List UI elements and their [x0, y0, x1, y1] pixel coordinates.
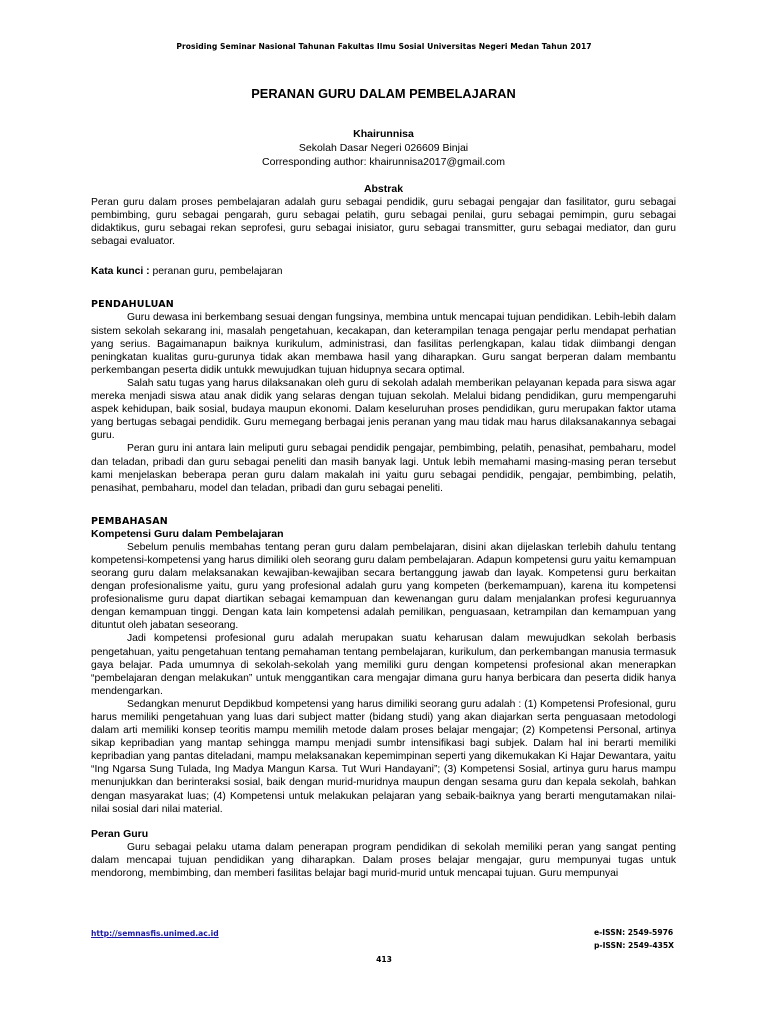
corresponding-author: Corresponding author: khairunnisa2017@gmail.com: [262, 156, 505, 168]
keywords-line: [91, 265, 676, 278]
discussion-paragraph-2: Jadi kompetensi profesional guru adalah merupakan suatu keharusan dalam mewujudkan sekolah berbasis pengetahuan, yaitu pengetahuan tentang pemahaman tentang pembelajaran, kurikulum, dan perkembangan manusia termasuk gaya belajar. Pada umumnya di sekolah-sekolah yang memiliki guru dengan kompetensi profesional akan menerapkan “pembelajaran dengan melakukan” untuk menggantikan cara mengajar dimana guru hanya berbicara dan peserta didik hanya mendengarkan.: [91, 633, 676, 697]
keywords-text: peranan guru, pembelajaran: [149, 266, 283, 278]
intro-paragraph-3: Peran guru ini antara lain meliputi guru sebagai pendidik pengajar, pembimbing, pelatih, penasihat, pembaharu, model dan teladan, pribadi dan guru sebagai peneliti dan masih banyak lagi. Untuk lebih memahami masing-masing peran tersebut kami menjelaskan beberapa peran guru dalam makalah ini yaitu guru sebagai pendidik, pengajar, pembimbing, pelatih, penasihat, pembaharu, model dan teladan, pribadi dan guru sebagai peneliti.: [91, 443, 676, 494]
section-heading-discussion: PEMBAHASAN: [91, 515, 168, 527]
abstract-heading: Abstrak: [363, 183, 404, 195]
eissn-label: e-ISSN: 2549-5976: [594, 928, 674, 937]
author-name: Khairunnisa: [353, 128, 414, 140]
section-heading-intro: PENDAHULUAN: [91, 299, 174, 311]
paper-body: [91, 86, 676, 880]
paper-title: PERANAN GURU DALAM PEMBELAJARAN: [251, 86, 516, 101]
page-number: 413: [376, 955, 392, 964]
pissn-label: p-ISSN: 2549-435X: [594, 941, 675, 950]
discussion-paragraph-1: Sebelum penulis membahas tentang peran guru dalam pembelajaran, disini akan dijelaskan terlebih dahulu tentang kompetensi-kompetensi yang harus dimiliki oleh seorang guru dalam pembelajaran. Adapun kompetensi guru yaitu kemampuan seorang guru dalam melaksanakan kewajiban-kewajiban secara bertanggung jawab dan layak. Kompetensi guru berkaitan dengan profesionalisme yaitu, guru yang profesional adalah guru yang kompeten (berkemampuan), karena itu kompetensi profesionalisme guru dapat diartikan sebagai kemampuan dan kewenangan guru dalam menjalankan profesi keguruannya dengan kemampuan tinggi. Dengan kata lain kompetensi adalah pemilikan, penguasaan, ketrampilan dan kemampuan yang dituntut oleh jabatan seseorang.: [91, 541, 676, 632]
journal-url-link[interactable]: http://semnasfis.unimed.ac.id: [91, 929, 219, 938]
subheading-competence: Kompetensi Guru dalam Pembelajaran: [91, 527, 284, 540]
running-header: Prosiding Seminar Nasional Tahunan Fakultas Ilmu Sosial Universitas Negeri Medan Tahun 2017: [176, 42, 592, 51]
intro-paragraph-2: Salah satu tugas yang harus dilaksanakan oleh guru di sekolah adalah memberikan pelayanan kepada para siswa agar mereka menjadi siswa atau anak didik yang selaras dengan tujuan sekolah. Melalui bidang pendidikan, guru mempengaruhi aspek kehidupan, baik sosial, budaya maupun ekonomi. Dalam keseluruhan proses pendidikan, guru merupakan faktor utama yang bertugas sebagai pendidik. Guru memegang berbagai jenis peranan yang mau tidak mau harus dilaksanakannya sebagai guru.: [91, 377, 676, 442]
discussion-paragraph-3: Sedangkan menurut Depdikbud kompetensi yang harus dimiliki seorang guru adalah : (1) Kompetensi Profesional, guru harus memiliki pengetahuan yang luas dari subject matter (bidang studi) yang akan diajarkan serta penguasaan metodologi dalam arti memiliki konsep teoritis mampu memilih metode dalam proses belajar mengajar; (2) Kompetensi Personal, artinya sikap kepribadian yang mantap sehingga mampu menjadi sumbr intensifikasi bagi subjek. Dalam hal ini berarti memiliki kepribadian yang pantas diteladani, mampu melaksanakan kepemimpinan seperti yang dikemukakan Ki Hajar Dewantara, yaitu “Ing Ngarsa Sung Tulada, Ing Madya Mangun Karsa. Tut Wuri Handayani”; (3) Kompetensi Sosial, artinya guru harus mampu menunjukkan dan berinteraksi sosial, baik dengan murid-muridnya maupun dengan sesama guru dan kepala sekolah, bahkan dengan masyarakat luas; (4) Kompetensi untuk melakukan pelajaran yang sebaik-baiknya yang berarti mengutamakan nilai-nilai sosial dari nilai material.: [91, 698, 676, 815]
abstract-text: Peran guru dalam proses pembelajaran adalah guru sebagai pendidik, guru sebagai pengajar dan fasilitator, guru sebagai pembimbing, guru sebagai pengarah, guru sebagai pelatih, guru sebagai penilai, guru sebagai pemimpin, guru sebagai didaktikus, guru sebagai rekan seprofesi, guru sebagai inisiator, guru sebagai transmitter, guru sebagai mediator, dan guru sebagai evaluator.: [91, 197, 676, 248]
role-paragraph-1: Guru sebagai pelaku utama dalam penerapan program pendidikan di sekolah memiliki peran yang sangat penting dalam mencapai tujuan pendidikan yang diharapkan. Dalam proses belajar mengajar, guru mempunyai tugas untuk mendorong, membimbing, dan memberi fasilitas belajar bagi murid-murid untuk mencapai tujuan. Guru mempunyai: [91, 841, 676, 879]
keywords-label: Kata kunci :: [91, 266, 150, 278]
subheading-teacher-role: Peran Guru: [91, 827, 149, 840]
intro-paragraph-1: Guru dewasa ini berkembang sesuai dengan fungsinya, membina untuk mencapai tujuan pendidikan. Lebih-lebih dalam sistem sekolah sekarang ini, masalah pengetahuan, kecakapan, dan keterampilan tenaga pengajar perlu mendapat perhatian yang serius. Bagaimanapun baiknya kurikulum, administrasi, dan fasilitas perlengkapan, kalau tidak diimbangi dengan peningkatan kualitas guru-gurunya tidak akan membawa hasil yang diharapkan. Guru sangat berperan dalam membantu perkembangan peserta didik untukk mewujudkan tujuan hidupnya secara optimal.: [91, 312, 676, 376]
author-affiliation: Sekolah Dasar Negeri 026609 Binjai: [298, 142, 469, 154]
